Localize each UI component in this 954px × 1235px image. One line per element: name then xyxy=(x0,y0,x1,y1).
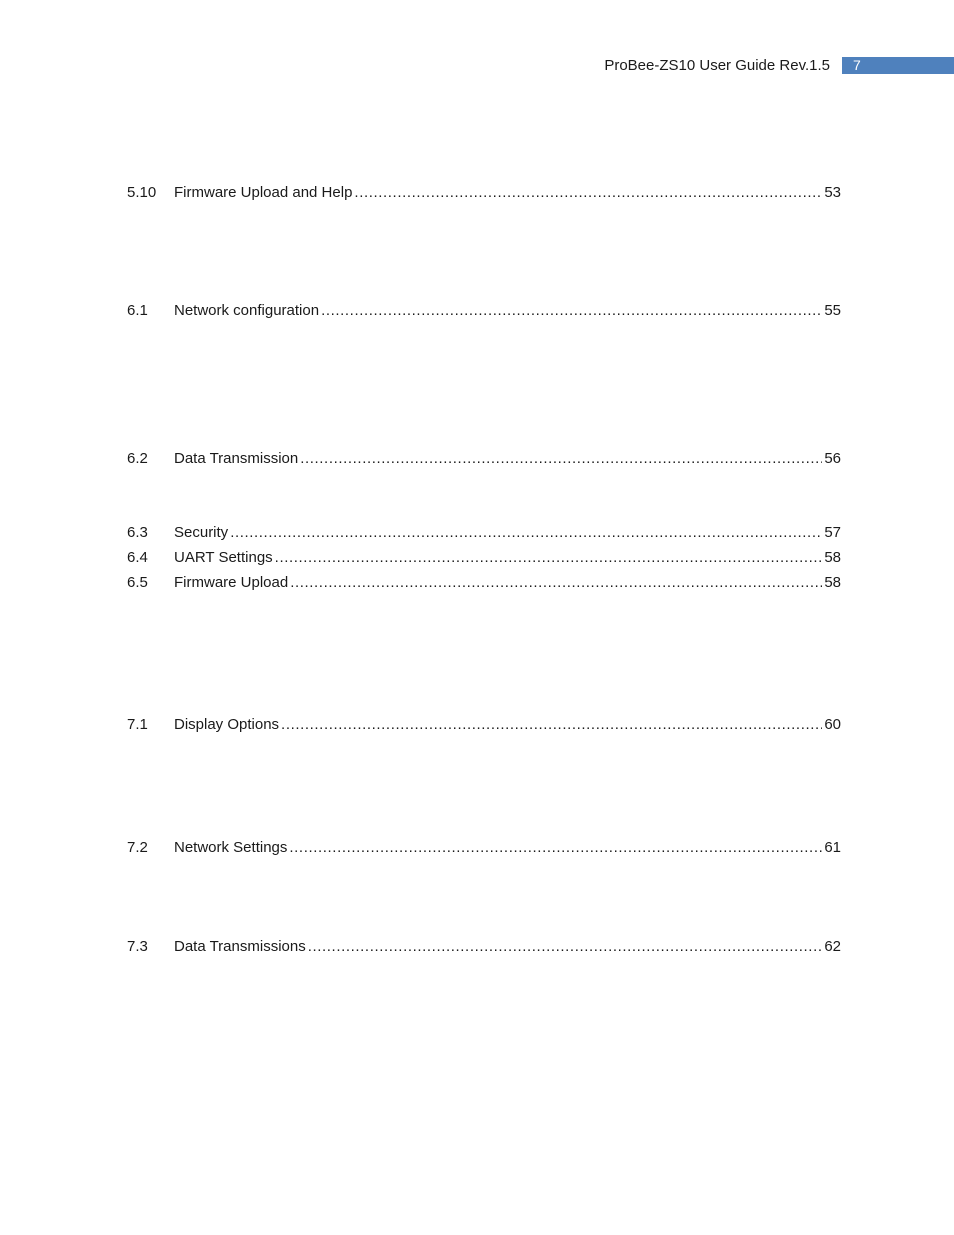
toc-page-number: 58 xyxy=(824,549,841,566)
toc-entry xyxy=(127,548,841,568)
toc-section-number: 6.1 xyxy=(127,302,148,319)
toc-section-title: Firmware Upload and Help xyxy=(174,184,353,201)
toc-entry xyxy=(127,523,841,543)
toc-entry xyxy=(127,183,841,203)
toc-section-number: 7.2 xyxy=(127,839,148,856)
toc-page-number: 60 xyxy=(824,716,841,733)
toc-section-title: Security xyxy=(174,524,229,541)
toc-dot-leader xyxy=(289,838,822,858)
toc-page-number: 56 xyxy=(824,450,841,467)
toc-page-number: 55 xyxy=(824,302,841,319)
toc-dot-leader xyxy=(300,449,822,469)
toc-section-number: 7.3 xyxy=(127,938,148,955)
toc-dot-leader xyxy=(275,548,823,568)
toc-section-number: 7.1 xyxy=(127,716,148,733)
toc-section-number: 5.10 xyxy=(127,184,157,201)
toc-section-number: 6.4 xyxy=(127,549,148,566)
toc-page-number: 53 xyxy=(824,184,841,201)
toc-section-title: Data Transmissions xyxy=(174,938,306,955)
toc-page-number: 62 xyxy=(824,938,841,955)
toc-section-title: Firmware Upload xyxy=(174,574,289,591)
toc-page-number: 58 xyxy=(824,574,841,591)
toc-section-title: Data Transmission xyxy=(174,450,299,467)
toc-section-title: Display Options xyxy=(174,716,280,733)
page-number-badge: 7 xyxy=(842,57,954,74)
toc-section-number: 6.2 xyxy=(127,450,148,467)
toc-section-title: UART Settings xyxy=(174,549,273,566)
toc-entry xyxy=(127,573,841,593)
toc-entry xyxy=(127,449,841,469)
toc-page-number: 57 xyxy=(824,524,841,541)
toc-dot-leader xyxy=(230,523,822,543)
toc-dot-leader xyxy=(308,937,823,957)
toc-dot-leader xyxy=(290,573,822,593)
toc-dot-leader xyxy=(321,301,822,321)
toc-section-number: 6.5 xyxy=(127,574,148,591)
toc-entry xyxy=(127,301,841,321)
toc-dot-leader xyxy=(354,183,822,203)
toc-section-title: Network configuration xyxy=(174,302,320,319)
toc-section-title: Network Settings xyxy=(174,839,288,856)
toc-entry xyxy=(127,715,841,735)
toc-page-number: 61 xyxy=(824,839,841,856)
document-header-title: ProBee-ZS10 User Guide Rev.1.5 xyxy=(604,57,830,74)
toc-section-number: 6.3 xyxy=(127,524,148,541)
toc-entry xyxy=(127,937,841,957)
toc-dot-leader xyxy=(281,715,822,735)
toc-entry xyxy=(127,838,841,858)
